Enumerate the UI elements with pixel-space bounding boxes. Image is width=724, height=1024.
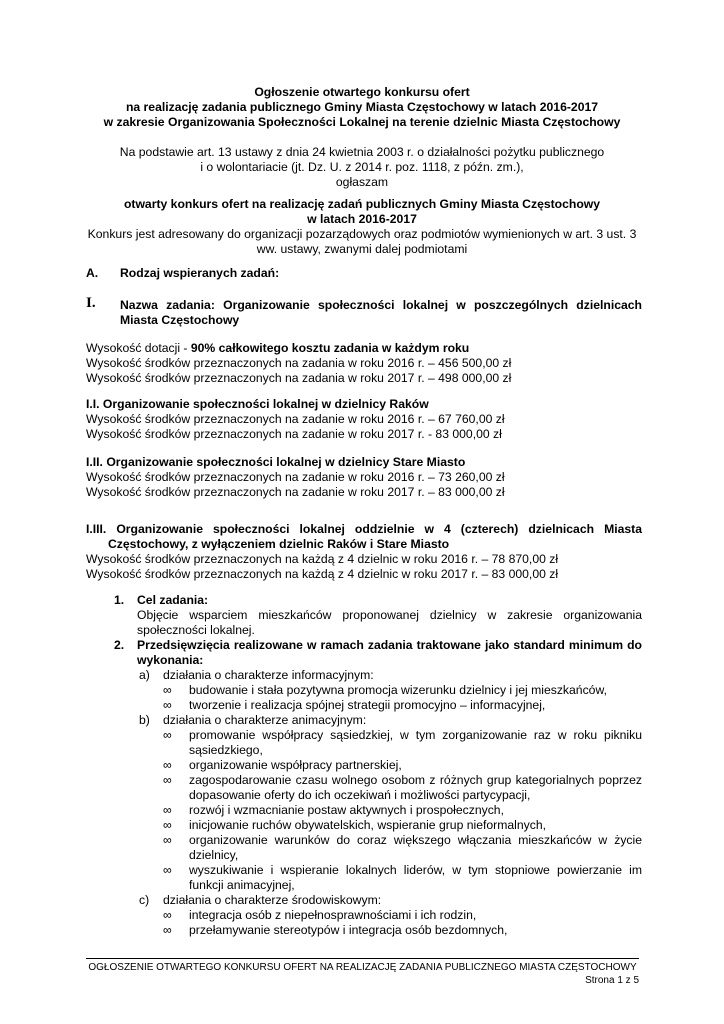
subtask-funding-2016: Wysokość środków przeznaczonych na zadanie w roku 2016 r. – 73 260,00 zł bbox=[86, 470, 505, 484]
subtask-stare-miasto bbox=[86, 455, 505, 500]
bullet-item bbox=[163, 728, 642, 758]
bullet-item bbox=[163, 773, 642, 803]
infinity-bullet-icon: ∞ bbox=[163, 908, 172, 922]
infinity-bullet-icon: ∞ bbox=[163, 923, 172, 937]
group-b bbox=[139, 713, 642, 728]
subtask-heading: I.III. Organizowanie społeczności lokalnej oddzielnie w 4 (czterech) dzielnicach Miasta Częstochowy, z wyłączeniem dzielnic Raków i Stare Miasto bbox=[86, 522, 642, 551]
infinity-bullet-icon: ∞ bbox=[163, 758, 172, 772]
announcement-heading: otwarty konkurs ofert na realizację zadań publicznych Gminy Miasta Częstochowy bbox=[123, 197, 601, 211]
bullet-item bbox=[163, 698, 642, 713]
announcement-heading: w latach 2016-2017 bbox=[307, 212, 417, 226]
legal-basis-line: ogłaszam bbox=[335, 175, 389, 189]
title-line: w zakresie Organizowania Społeczności Lokalnej na terenie dzielnic Miasta Częstochowy bbox=[103, 115, 621, 129]
announcement bbox=[60, 197, 664, 257]
goal-label: Cel zadania: bbox=[137, 593, 209, 607]
footer-divider bbox=[86, 958, 639, 959]
bullet-text: integracja osób z niepełnosprawnościami i ich rodzin, bbox=[189, 908, 477, 922]
subtask-heading: I.II. Organizowanie społeczności lokalnej w dzielnicy Stare Miasto bbox=[86, 455, 466, 469]
group-c-list bbox=[114, 908, 642, 938]
subtask-heading: I.I. Organizowanie społeczności lokalnej w dzielnicy Raków bbox=[86, 397, 429, 411]
subtask-funding-2017: Wysokość środków przeznaczonych na zadanie w roku 2017 r. – 83 000,00 zł bbox=[86, 485, 505, 499]
goal-text: Objęcie wsparciem mieszkańców proponowanej dzielnicy w zakresie organizowania społeczności lokalnej. bbox=[137, 608, 642, 637]
subtask-rakow bbox=[86, 397, 505, 442]
bullet-item bbox=[163, 863, 642, 893]
group-label: działania o charakterze animacyjnym: bbox=[163, 713, 367, 727]
section-a-heading bbox=[86, 266, 279, 281]
footer-text: OGŁOSZENIE OTWARTEGO KONKURSU OFERT NA REALIZACJĘ ZADANIA PUBLICZNEGO MIASTA CZĘSTOCHOWY bbox=[88, 962, 637, 973]
subtask-funding-2016: Wysokość środków przeznaczonych na każdą z 4 dzielnic w roku 2016 r. – 78 870,00 zł bbox=[86, 552, 559, 566]
group-letter: a) bbox=[139, 668, 150, 682]
section-label: Rodzaj wspieranych zadań: bbox=[120, 266, 280, 280]
subtask-funding-2017: Wysokość środków przeznaczonych na każdą z 4 dzielnic w roku 2017 r. – 83 000,00 zł bbox=[86, 567, 559, 581]
task-details bbox=[114, 593, 642, 938]
bullet-text: rozwój i wzmacnianie postaw aktywnych i prospołecznych, bbox=[189, 803, 504, 817]
infinity-bullet-icon: ∞ bbox=[163, 728, 172, 742]
group-label: działania o charakterze informacyjnym: bbox=[163, 668, 374, 682]
group-letter: b) bbox=[139, 713, 150, 727]
goal-item bbox=[114, 593, 642, 638]
group-b-list bbox=[114, 728, 642, 893]
bullet-item bbox=[163, 758, 642, 773]
group-letter: c) bbox=[139, 893, 150, 907]
item-number: 1. bbox=[114, 593, 125, 607]
group-c bbox=[139, 893, 642, 908]
bullet-item bbox=[163, 908, 642, 923]
infinity-bullet-icon: ∞ bbox=[163, 863, 172, 877]
bullet-text: zagospodarowanie czasu wolnego osobom z różnych grup kategorialnych poprzez dopasowanie oferty do ich oczekiwań i możliwości partycypacji, bbox=[189, 773, 642, 802]
infinity-bullet-icon: ∞ bbox=[163, 773, 172, 787]
infinity-bullet-icon: ∞ bbox=[163, 683, 172, 697]
task-name: Nazwa zadania: Organizowanie społeczności lokalnej w poszczególnych dzielnicach Miasta Częstochowy bbox=[120, 298, 642, 327]
funding-2017: Wysokość środków przeznaczonych na zadania w roku 2017 r. – 498 000,00 zł bbox=[86, 371, 512, 385]
infinity-bullet-icon: ∞ bbox=[163, 803, 172, 817]
announcement-text: Konkurs jest adresowany do organizacji pozarządowych oraz podmiotów wymienionych w art. 3 ust. 3 bbox=[87, 227, 637, 241]
infinity-bullet-icon: ∞ bbox=[163, 698, 172, 712]
announcement-text: ww. ustawy, zwanymi dalej podmiotami bbox=[256, 242, 468, 256]
bullet-text: promowanie współpracy sąsiedzkiej, w tym zorganizowanie raz w roku pikniku sąsiedzkiego, bbox=[189, 728, 642, 757]
bullet-item bbox=[163, 833, 642, 863]
bullet-text: organizowanie warunków do coraz większego włączania mieszkańców w życie dzielnicy, bbox=[189, 833, 642, 862]
document-title bbox=[60, 85, 664, 130]
funding-2016: Wysokość środków przeznaczonych na zadania w roku 2016 r. – 456 500,00 zł bbox=[86, 356, 512, 370]
group-label: działania o charakterze środowiskowym: bbox=[163, 893, 382, 907]
title-line: Ogłoszenie otwartego konkursu ofert bbox=[254, 85, 470, 99]
standard-item bbox=[114, 638, 642, 668]
bullet-text: wyszukiwanie i wspieranie lokalnych liderów, w tym stopniowe powierzanie im funkcji animacyjnej, bbox=[189, 863, 642, 892]
roman-numeral: I. bbox=[86, 295, 96, 311]
bullet-item bbox=[163, 803, 642, 818]
group-a bbox=[139, 668, 642, 683]
subtask-funding-2017: Wysokość środków przeznaczonych na zadanie w roku 2017 r. - 83 000,00 zł bbox=[86, 427, 502, 441]
subsidy-line: Wysokość dotacji - 90% całkowitego kosztu zadania w każdym roku bbox=[86, 341, 470, 355]
bullet-item bbox=[163, 683, 642, 698]
bullet-text: budowanie i stała pozytywna promocja wizerunku dzielnicy i jej mieszkańców, bbox=[189, 683, 607, 697]
standard-label: Przedsięwzięcia realizowane w ramach zadania traktowane jako standard minimum do wykonania: bbox=[137, 638, 642, 667]
title-line: na realizację zadania publicznego Gminy Miasta Częstochowy w latach 2016-2017 bbox=[125, 100, 599, 114]
bullet-item bbox=[163, 923, 642, 938]
legal-basis bbox=[60, 145, 664, 190]
section-letter: A. bbox=[86, 266, 99, 280]
funding-summary bbox=[86, 341, 511, 386]
task-heading bbox=[86, 295, 642, 328]
group-a-list bbox=[114, 683, 642, 713]
infinity-bullet-icon: ∞ bbox=[163, 833, 172, 847]
bullet-text: organizowanie współpracy partnerskiej, bbox=[189, 758, 402, 772]
legal-basis-line: Na podstawie art. 13 ustawy z dnia 24 kwietnia 2003 r. o działalności pożytku publicznego bbox=[119, 145, 605, 159]
bullet-item bbox=[163, 818, 642, 833]
page-number: Strona 1 z 5 bbox=[585, 975, 639, 986]
subtask-funding-2016: Wysokość środków przeznaczonych na zadanie w roku 2016 r. – 67 760,00 zł bbox=[86, 412, 505, 426]
item-number: 2. bbox=[114, 638, 125, 652]
legal-basis-line: i o wolontariacie (jt. Dz. U. z 2014 r. poz. 1118, z późn. zm.), bbox=[200, 160, 524, 174]
infinity-bullet-icon: ∞ bbox=[163, 818, 172, 832]
bullet-text: inicjowanie ruchów obywatelskich, wspieranie grup nieformalnych, bbox=[189, 818, 546, 832]
bullet-text: tworzenie i realizacja spójnej strategii promocyjno – informacyjnej, bbox=[189, 698, 546, 712]
subtask-four-districts bbox=[86, 522, 642, 582]
bullet-text: przełamywanie stereotypów i integracja osób bezdomnych, bbox=[189, 923, 508, 937]
